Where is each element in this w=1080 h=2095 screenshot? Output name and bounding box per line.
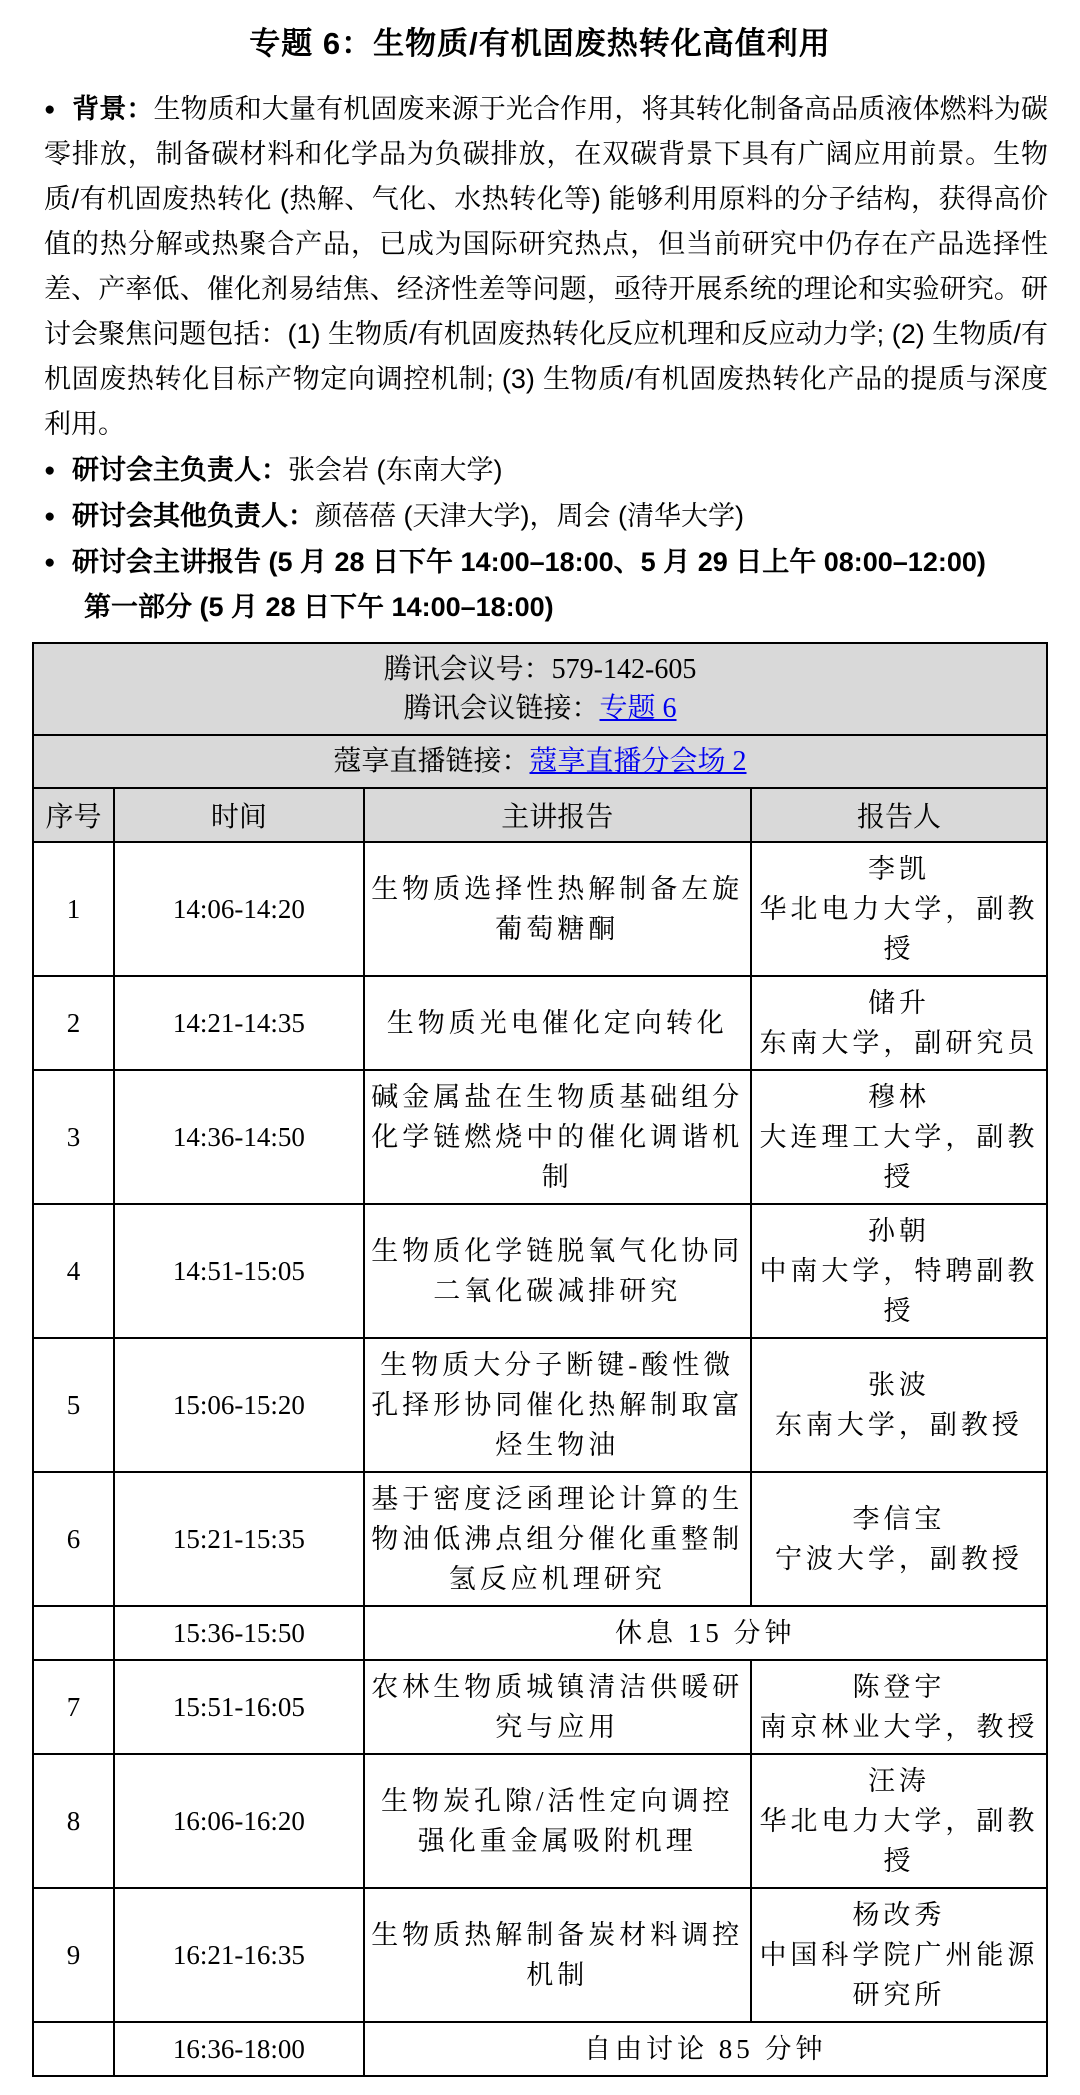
speaker-name: 汪涛 [867, 1766, 930, 1796]
chair-label: 研讨会主负责人： [72, 455, 288, 485]
schedule-table [32, 642, 1048, 2077]
co-chair-label: 研讨会其他负责人： [72, 501, 315, 531]
chair-item [32, 448, 1048, 493]
speaker-cell [751, 1204, 1047, 1338]
break-row [33, 2022, 1047, 2076]
header-no: 序号 [33, 788, 114, 842]
schedule-row [33, 1338, 1047, 1472]
talk-title-cell: 基于密度泛函理论计算的生物油低沸点组分催化重整制氢反应机理研究 [364, 1472, 751, 1606]
tencent-meeting-link-line [38, 689, 1042, 728]
speaker-name: 张波 [867, 1370, 930, 1400]
speaker-affiliation: 华北电力大学，副教授 [759, 1806, 1039, 1876]
time-cell: 14:51-15:05 [114, 1204, 363, 1338]
talk-title-cell: 生物质光电催化定向转化 [364, 976, 751, 1070]
talk-title-cell: 生物质选择性热解制备左旋葡萄糖酮 [364, 842, 751, 976]
row-number-cell: 5 [33, 1338, 114, 1472]
speaker-cell [751, 1338, 1047, 1472]
bullet-list [32, 87, 1048, 630]
table-header-row [33, 788, 1047, 842]
header-speaker: 报告人 [751, 788, 1047, 842]
speaker-cell [751, 1888, 1047, 2022]
background-text: 生物质和大量有机固废来源于光合作用，将其转化制备高品质液体燃料为碳零排放，制备碳材料和化学品为负碳排放，在双碳背景下具有广阔应用前景。生物质/有机固废热转化 (热解、气化、水热转化等) 能够利用原料的分子结构，获得高价值的热分解或热聚合产品，已成为国际研究热点，但当前研究中仍存在产品选择性差、产率低、催化剂易结焦、经济性差等问题，亟待开展系统的理论和实验研究。研讨会聚焦问题包括：(1) 生物质/有机固废热转化反应机理和反应动力学; (2) 生物质/有机固废热转化目标产物定向调控机制; (3) 生物质/有机固废热转化产品的提质与深度利用。 [44, 94, 1049, 439]
schedule-row [33, 1472, 1047, 1606]
time-cell: 15:21-15:35 [114, 1472, 363, 1606]
header-talk: 主讲报告 [364, 788, 751, 842]
row-number-cell: 7 [33, 1660, 114, 1754]
part-one-label: 第一部分 (5 月 28 日下午 14:00–18:00) [84, 592, 554, 622]
activity-cell: 自由讨论 85 分钟 [364, 2022, 1047, 2076]
row-number-cell: 2 [33, 976, 114, 1070]
schedule-row [33, 976, 1047, 1070]
bullet-icon: ● [44, 506, 56, 527]
co-chair-text: 颜蓓蓓 (天津大学)，周会 (清华大学) [315, 501, 744, 531]
speaker-affiliation: 东南大学，副研究员 [759, 1028, 1039, 1058]
bullet-icon: ● [44, 552, 56, 573]
talks-item [32, 540, 1048, 630]
background-label: 背景： [72, 94, 154, 124]
speaker-cell [751, 842, 1047, 976]
speaker-cell [751, 1660, 1047, 1754]
row-number-cell: 1 [33, 842, 114, 976]
time-cell: 14:36-14:50 [114, 1070, 363, 1204]
speaker-name: 穆林 [867, 1082, 930, 1112]
bullet-icon: ● [44, 460, 56, 481]
schedule-row [33, 1888, 1047, 2022]
tencent-meeting-link[interactable]: 专题 6 [599, 693, 677, 724]
row-number-cell: 3 [33, 1070, 114, 1204]
speaker-cell [751, 1070, 1047, 1204]
time-cell: 15:36-15:50 [114, 1606, 363, 1660]
talk-title-cell: 碱金属盐在生物质基础组分化学链燃烧中的催化调谐机制 [364, 1070, 751, 1204]
speaker-affiliation: 东南大学，副教授 [774, 1410, 1023, 1440]
speaker-name: 储升 [867, 988, 930, 1018]
speaker-name: 陈登宇 [852, 1672, 946, 1702]
time-cell: 15:06-15:20 [114, 1338, 363, 1472]
row-number-cell: 4 [33, 1204, 114, 1338]
row-number-cell [33, 1606, 114, 1660]
koushare-live-link[interactable]: 蔻享直播分会场 2 [529, 746, 747, 777]
talk-title-cell: 生物炭孔隙/活性定向调控强化重金属吸附机理 [364, 1754, 751, 1888]
row-number-cell [33, 2022, 114, 2076]
row-number-cell: 8 [33, 1754, 114, 1888]
schedule-row [33, 1660, 1047, 1754]
speaker-affiliation: 宁波大学，副教授 [774, 1544, 1023, 1574]
speaker-name: 杨改秀 [852, 1900, 946, 1930]
speaker-name: 孙朝 [867, 1216, 930, 1246]
talks-label: 研讨会主讲报告 (5 月 28 日下午 14:00–18:00、5 月 29 日上午 08:00–12:00) [72, 547, 986, 577]
speaker-cell [751, 976, 1047, 1070]
speaker-affiliation: 中国科学院广州能源研究所 [759, 1940, 1039, 2010]
page-title: 专题 6：生物质/有机固废热转化高值利用 [249, 26, 831, 61]
speaker-cell [751, 1754, 1047, 1888]
speaker-cell [751, 1472, 1047, 1606]
speaker-name: 李信宝 [852, 1504, 946, 1534]
break-row [33, 1606, 1047, 1660]
talk-title-cell: 生物质化学链脱氧气化协同二氧化碳减排研究 [364, 1204, 751, 1338]
co-chair-item [32, 494, 1048, 539]
schedule-row [33, 842, 1047, 976]
koushare-live-row [33, 735, 1047, 788]
activity-cell: 休息 15 分钟 [364, 1606, 1047, 1660]
koushare-live-cell [33, 735, 1047, 788]
talk-title-cell: 农林生物质城镇清洁供暖研究与应用 [364, 1660, 751, 1754]
speaker-affiliation: 南京林业大学，教授 [759, 1712, 1039, 1742]
talk-title-cell: 生物质大分子断键-酸性微孔择形协同催化热解制取富烃生物油 [364, 1338, 751, 1472]
talk-title-cell: 生物质热解制备炭材料调控机制 [364, 1888, 751, 2022]
schedule-row [33, 1204, 1047, 1338]
schedule-rows [33, 842, 1047, 2076]
row-number-cell: 6 [33, 1472, 114, 1606]
speaker-affiliation: 中南大学，特聘副教授 [759, 1256, 1039, 1326]
koushare-link-label: 蔻享直播链接： [333, 746, 530, 777]
tencent-meeting-row [33, 643, 1047, 735]
bullet-icon: ● [44, 99, 56, 120]
tencent-link-label: 腾讯会议链接： [403, 693, 600, 724]
row-number-cell: 9 [33, 1888, 114, 2022]
time-cell: 14:06-14:20 [114, 842, 363, 976]
speaker-name: 李凯 [867, 854, 930, 884]
time-cell: 16:06-16:20 [114, 1754, 363, 1888]
time-cell: 16:36-18:00 [114, 2022, 363, 2076]
tencent-meeting-id: 腾讯会议号：579-142-605 [383, 654, 697, 685]
speaker-affiliation: 大连理工大学，副教授 [759, 1122, 1039, 1192]
background-item [32, 87, 1048, 447]
time-cell: 16:21-16:35 [114, 1888, 363, 2022]
tencent-meeting-cell [33, 643, 1047, 735]
time-cell: 15:51-16:05 [114, 1660, 363, 1754]
schedule-row [33, 1754, 1047, 1888]
schedule-row [33, 1070, 1047, 1204]
time-cell: 14:21-14:35 [114, 976, 363, 1070]
header-time: 时间 [114, 788, 363, 842]
speaker-affiliation: 华北电力大学，副教授 [759, 894, 1039, 964]
chair-text: 张会岩 (东南大学) [288, 455, 503, 485]
